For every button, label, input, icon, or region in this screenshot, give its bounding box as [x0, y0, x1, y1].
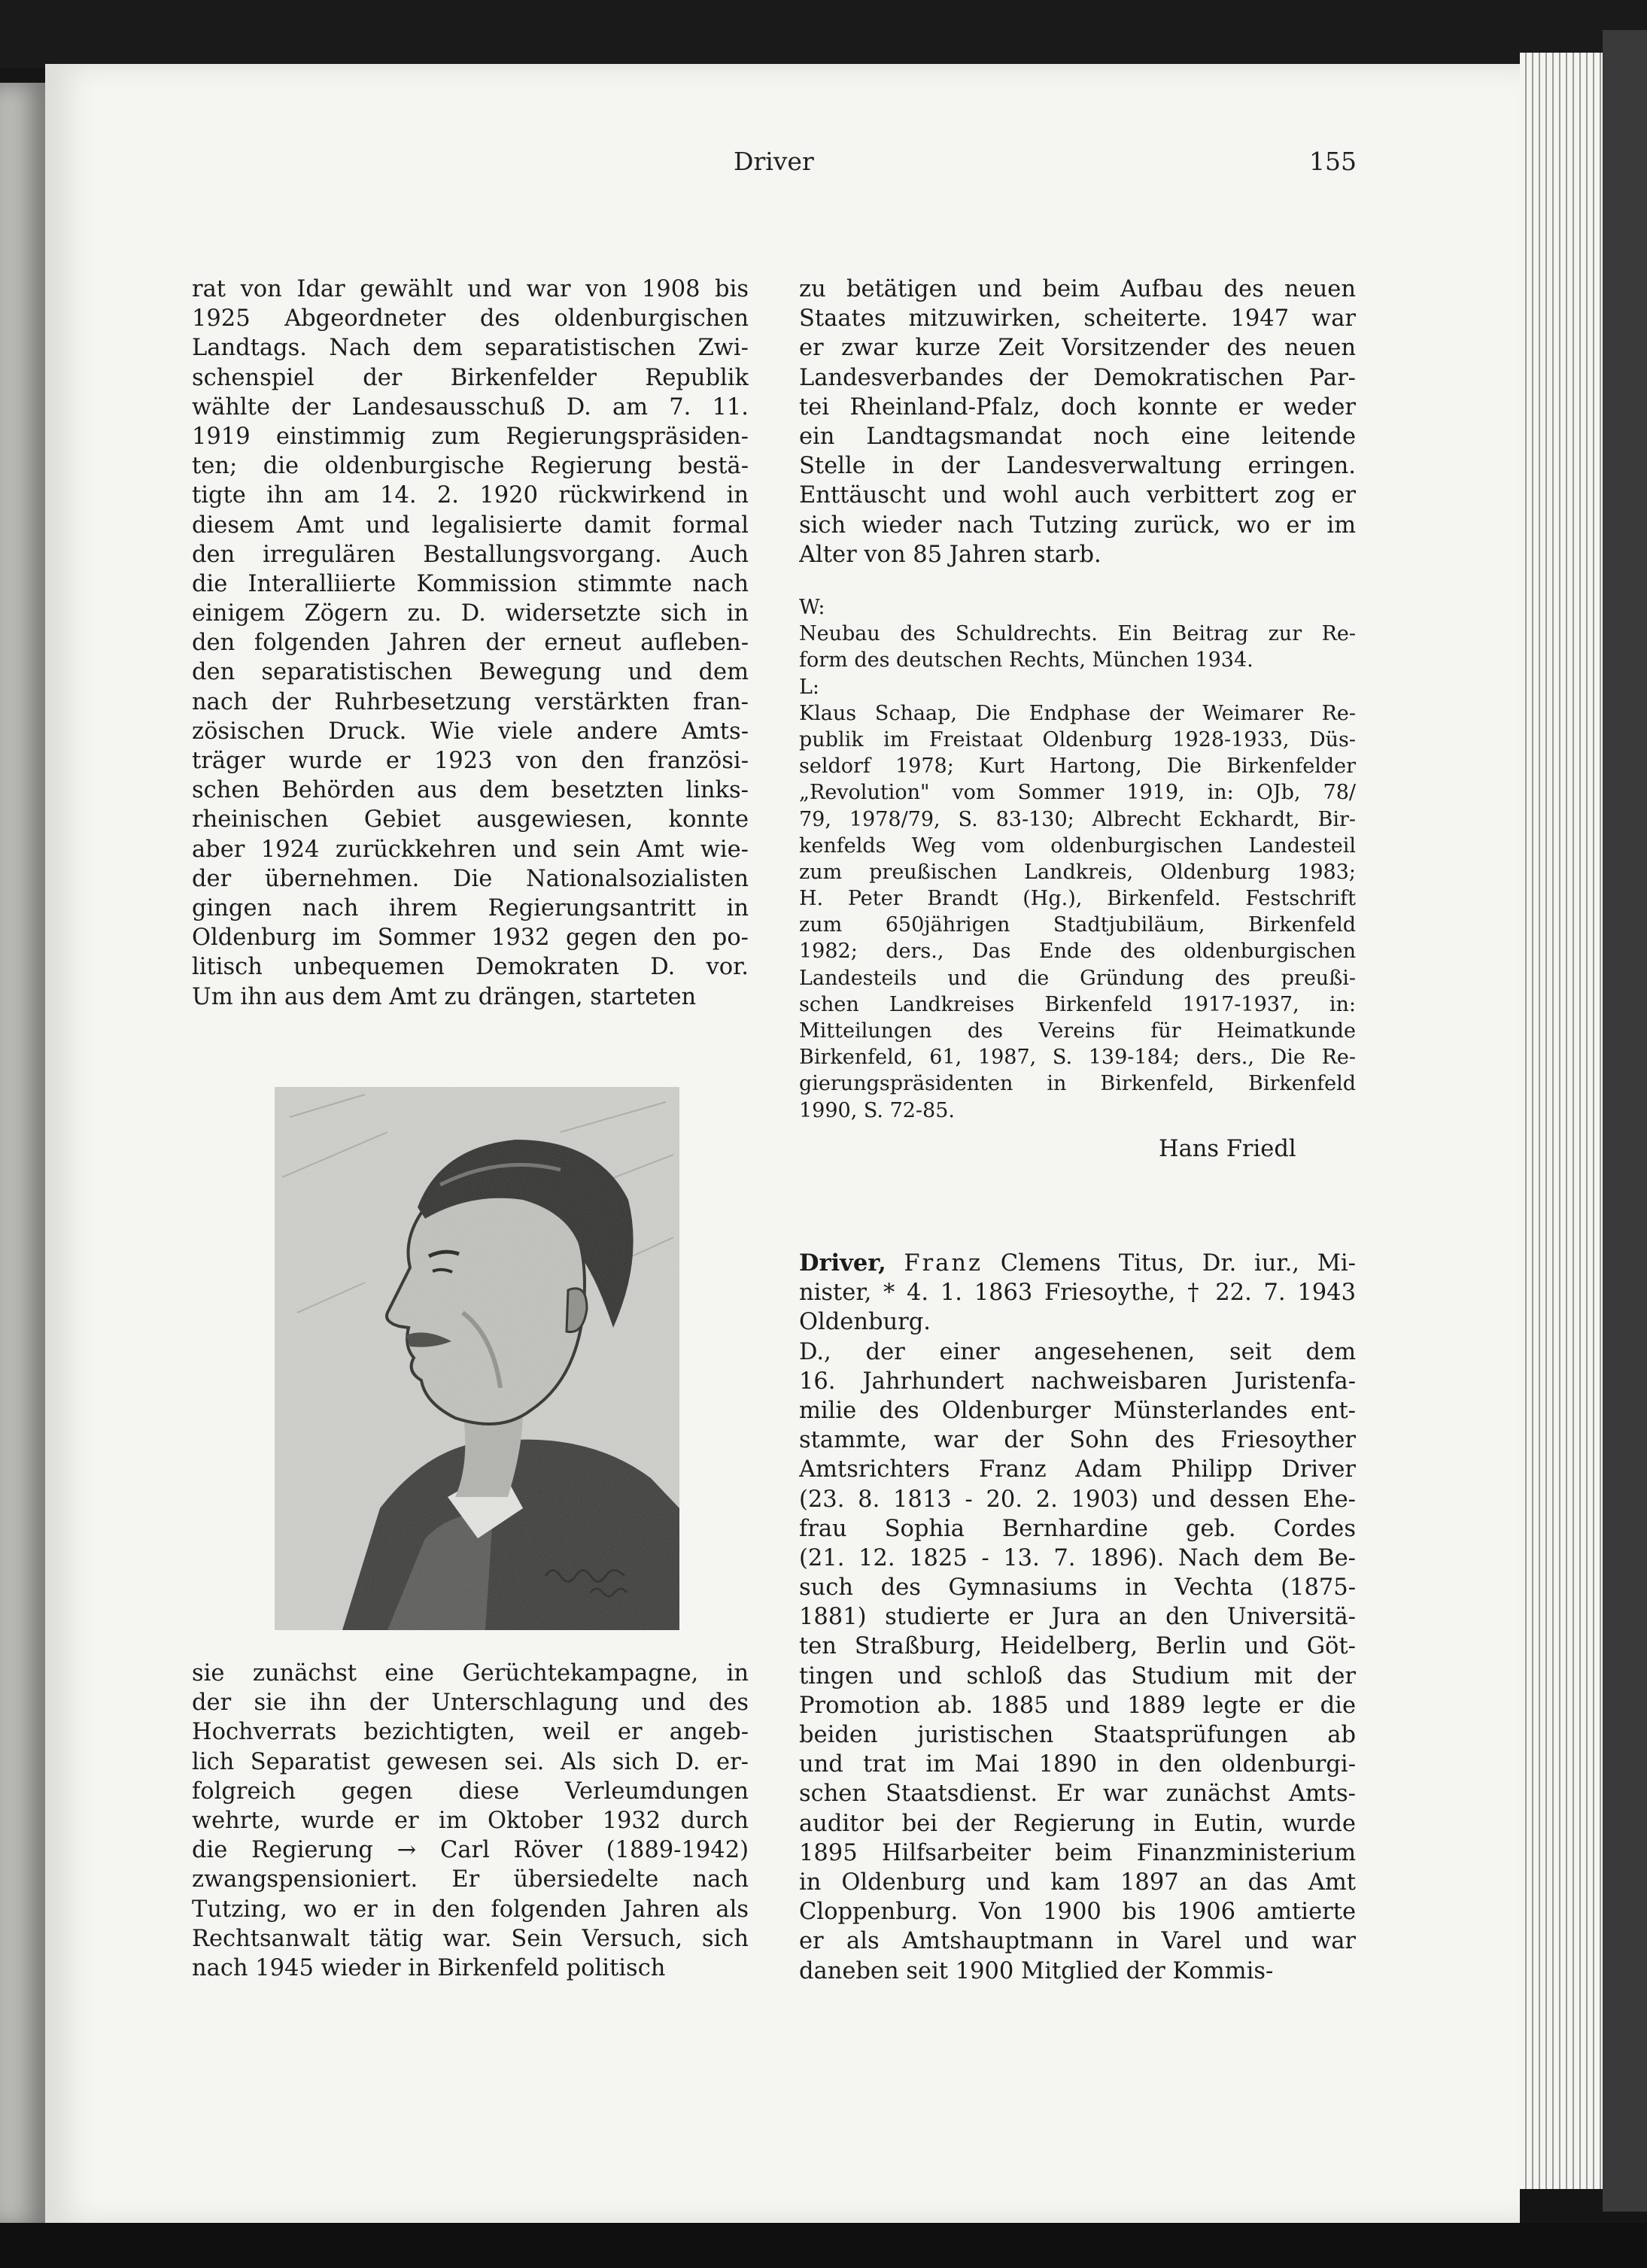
text-line: zu betätigen und beim Aufbau des neuen [799, 276, 1356, 302]
text-line: Promotion ab. 1885 und 1889 legte er die [799, 1692, 1356, 1719]
text-line: Birkenfeld, 61, 1987, S. 139-184; ders., Die Re- [799, 1046, 1356, 1070]
running-head-title: Driver [734, 147, 814, 176]
text-line: zum preußischen Landkreis, Oldenburg 1983; [799, 860, 1356, 884]
text-line: gingen nach ihrem Regierungsantritt in [192, 894, 749, 921]
text-line: daneben seit 1900 Mitglied der Kommis- [799, 1957, 1274, 1984]
text-line: Oldenburg im Sommer 1932 gegen den po- [192, 925, 749, 952]
entry-driver-franz [799, 1249, 1356, 1986]
text-line: er als Amtshauptmann in Varel und war [799, 1928, 1356, 1955]
text-line: 1895 Hilfsarbeiter beim Finanzministerium [799, 1839, 1356, 1866]
portrait-drawing [275, 1087, 679, 1630]
text-line: Staates mitzuwirken, scheiterte. 1947 war [799, 305, 1356, 332]
text-line: Enttäuscht und wohl auch verbittert zog er [799, 482, 1356, 509]
text-line: schen Behörden aus dem besetzten links- [192, 777, 749, 804]
text-line: der sie ihn der Unterschlagung und des [192, 1690, 749, 1717]
text-line: wehrte, wurde er im Oktober 1932 durch [192, 1807, 749, 1834]
text-line: Alter von 85 Jahren starb. [799, 541, 1102, 568]
text-line: einigem Zögern zu. D. widersetzte sich in [192, 600, 749, 627]
text-line: (23. 8. 1813 - 20. 2. 1903) und dessen Ehe- [799, 1486, 1356, 1513]
text-line: Oldenburg. [799, 1309, 931, 1336]
text-line: ein Landtagsmandat noch eine leitende [799, 423, 1356, 450]
portrait-sketch-image [275, 1087, 679, 1630]
text-line: die Regierung → Carl Röver (1889-1942) [192, 1837, 749, 1864]
text-line: „Revolution" vom Sommer 1919, in: OJb, 78/ [799, 781, 1356, 805]
text-line: die Interalliierte Kommission stimmte nach [192, 570, 749, 597]
text-line: such des Gymnasiums in Vechta (1875- [799, 1574, 1356, 1602]
text-line: den folgenden Jahren der erneut aufleben- [192, 630, 749, 657]
text-line: nister, * 4. 1. 1863 Friesoythe, † 22. 7. 1943 [799, 1280, 1356, 1307]
text-line: den separatistischen Bewegung und dem [192, 659, 749, 686]
book-cover-edge [1603, 30, 1647, 2212]
page-number: 155 [1309, 147, 1357, 176]
text-line: litisch unbequemen Demokraten D. vor. [192, 954, 749, 981]
text-line: den irregulären Bestallungsvorgang. Auch [192, 541, 749, 568]
text-line: auditor bei der Regierung in Eutin, wurde [799, 1810, 1356, 1837]
text-line: W: [799, 596, 825, 619]
text-line: träger wurde er 1923 von den französi- [192, 748, 749, 774]
text-line: tigte ihn am 14. 2. 1920 rückwirkend in [192, 482, 749, 509]
text-line: und trat im Mai 1890 in den oldenburgi- [799, 1751, 1356, 1778]
entry-headword: Driver, [799, 1249, 886, 1277]
text-line: 1925 Abgeordneter des oldenburgischen [192, 305, 749, 332]
text-line: Hochverrats bezichtigten, weil er angeb- [192, 1719, 749, 1746]
text-line: Um ihn aus dem Amt zu drängen, starteten [192, 983, 697, 1010]
text-line: lich Separatist gewesen sei. Als sich D. er- [192, 1748, 749, 1775]
author-signature: Hans Friedl [1159, 1136, 1296, 1162]
text-line: nach 1945 wieder in Birkenfeld politisch [192, 1954, 666, 1981]
text-line: diesem Amt und legalisierte damit formal [192, 512, 749, 539]
text-line: rheinischen Gebiet ausgewiesen, konnte [192, 806, 749, 833]
text-line: 1919 einstimmig zum Regierungspräsiden- [192, 423, 749, 450]
page-stack-edges [1520, 53, 1603, 2189]
text-line: H. Peter Brandt (Hg.), Birkenfeld. Festschrift [799, 887, 1356, 911]
text-line: frau Sophia Bernhardine geb. Cordes [799, 1515, 1356, 1542]
text-line: Tutzing, wo er in den folgenden Jahren als [192, 1896, 749, 1923]
entry-head-rest: Clemens Titus, Dr. iur., Mi- [983, 1250, 1356, 1277]
text-line: gierungspräsidenten in Birkenfeld, Birkenfeld [799, 1072, 1356, 1096]
text-line: publik im Freistaat Oldenburg 1928-1933, Düs- [799, 727, 1356, 751]
entry-head-line [799, 1249, 1356, 1278]
text-line: tingen und schloß das Studium mit der [799, 1662, 1356, 1690]
text-line: in Oldenburg und kam 1897 an das Amt [799, 1869, 1356, 1896]
text-line: Landesteils und die Gründung des preußi- [799, 966, 1356, 990]
right-column-top-text [799, 275, 1356, 569]
text-line: Landesverbandes der Demokratischen Par- [799, 364, 1356, 391]
text-line: 1982; ders., Das Ende des oldenburgischen [799, 940, 1356, 964]
entry-first-name: Franz [904, 1250, 983, 1277]
scanner-bottom-band [0, 2223, 1647, 2268]
left-column-top-text [192, 275, 749, 1012]
text-line: schen Landkreises Birkenfeld 1917-1937, in: [799, 992, 1356, 1016]
text-line: Neubau des Schuldrechts. Ein Beitrag zur Re- [799, 622, 1356, 646]
text-line: milie des Oldenburger Münsterlandes ent- [799, 1397, 1356, 1424]
text-line: Amtsrichters Franz Adam Philipp Driver [799, 1456, 1356, 1483]
text-line: tei Rheinland-Pfalz, doch konnte er weder [799, 393, 1356, 421]
text-line: rat von Idar gewählt und war von 1908 bis [192, 276, 749, 302]
text-line: 1881) studierte er Jura an den Universitä- [799, 1604, 1356, 1631]
text-line: beiden juristischen Staatsprüfungen ab [799, 1722, 1356, 1748]
text-line: nach der Ruhrbesetzung verstärkten fran- [192, 688, 749, 715]
text-line: folgreich gegen diese Verleumdungen [192, 1778, 749, 1805]
text-line: seldorf 1978; Kurt Hartong, Die Birkenfelder [799, 754, 1356, 779]
text-line: schen Staatsdienst. Er war zunächst Amts- [799, 1781, 1356, 1808]
text-line: 16. Jahrhundert nachweisbaren Juristenfa- [799, 1368, 1356, 1395]
bibliography-block [799, 594, 1356, 1124]
text-line: Mitteilungen des Vereins für Heimatkunde [799, 1019, 1356, 1043]
text-line: sie zunächst eine Gerüchtekampagne, in [192, 1660, 749, 1687]
facing-page-edge [0, 83, 45, 2227]
text-line: sich wieder nach Tutzing zurück, wo er im [799, 512, 1356, 539]
text-line: zwangspensioniert. Er übersiedelte nach [192, 1866, 749, 1893]
text-line: der übernehmen. Die Nationalsozialisten [192, 865, 749, 892]
text-line: form des deutschen Rechts, München 1934. [799, 648, 1253, 673]
text-line: stammte, war der Sohn des Friesoyther [799, 1427, 1356, 1454]
text-line: (21. 12. 1825 - 13. 7. 1896). Nach dem Be- [799, 1544, 1356, 1571]
text-line: Klaus Schaap, Die Endphase der Weimarer Re- [799, 701, 1356, 725]
text-line: er zwar kurze Zeit Vorsitzender des neuen [799, 335, 1356, 362]
text-line: zösischen Druck. Wie viele andere Amts- [192, 718, 749, 745]
left-column-bottom-text [192, 1659, 749, 1983]
scanner-top-band [0, 0, 1647, 68]
text-line: ten Straßburg, Heidelberg, Berlin und Göt- [799, 1633, 1356, 1660]
text-line: Cloppenburg. Von 1900 bis 1906 amtierte [799, 1899, 1356, 1926]
text-line: Rechtsanwalt tätig war. Sein Versuch, sich [192, 1925, 749, 1952]
text-line: kenfelds Weg vom oldenburgischen Landesteil [799, 833, 1356, 858]
text-line: 1990, S. 72-85. [799, 1098, 955, 1122]
text-line: L: [799, 675, 820, 699]
text-line: Landtags. Nach dem separatistischen Zwi- [192, 335, 749, 362]
text-line: aber 1924 zurückkehren und sein Amt wie- [192, 836, 749, 863]
text-line: ten; die oldenburgische Regierung bestä- [192, 453, 749, 480]
text-line: Stelle in der Landesverwaltung erringen. [799, 453, 1356, 480]
text-line: zum 650jährigen Stadtjubiläum, Birkenfeld [799, 913, 1356, 937]
text-line: schenspiel der Birkenfelder Republik [192, 364, 749, 391]
text-line: wählte der Landesausschuß D. am 7. 11. [192, 393, 749, 421]
text-line: 79, 1978/79, S. 83-130; Albrecht Eckhardt, Bir- [799, 807, 1356, 831]
text-line: D., der einer angesehenen, seit dem [799, 1338, 1356, 1365]
